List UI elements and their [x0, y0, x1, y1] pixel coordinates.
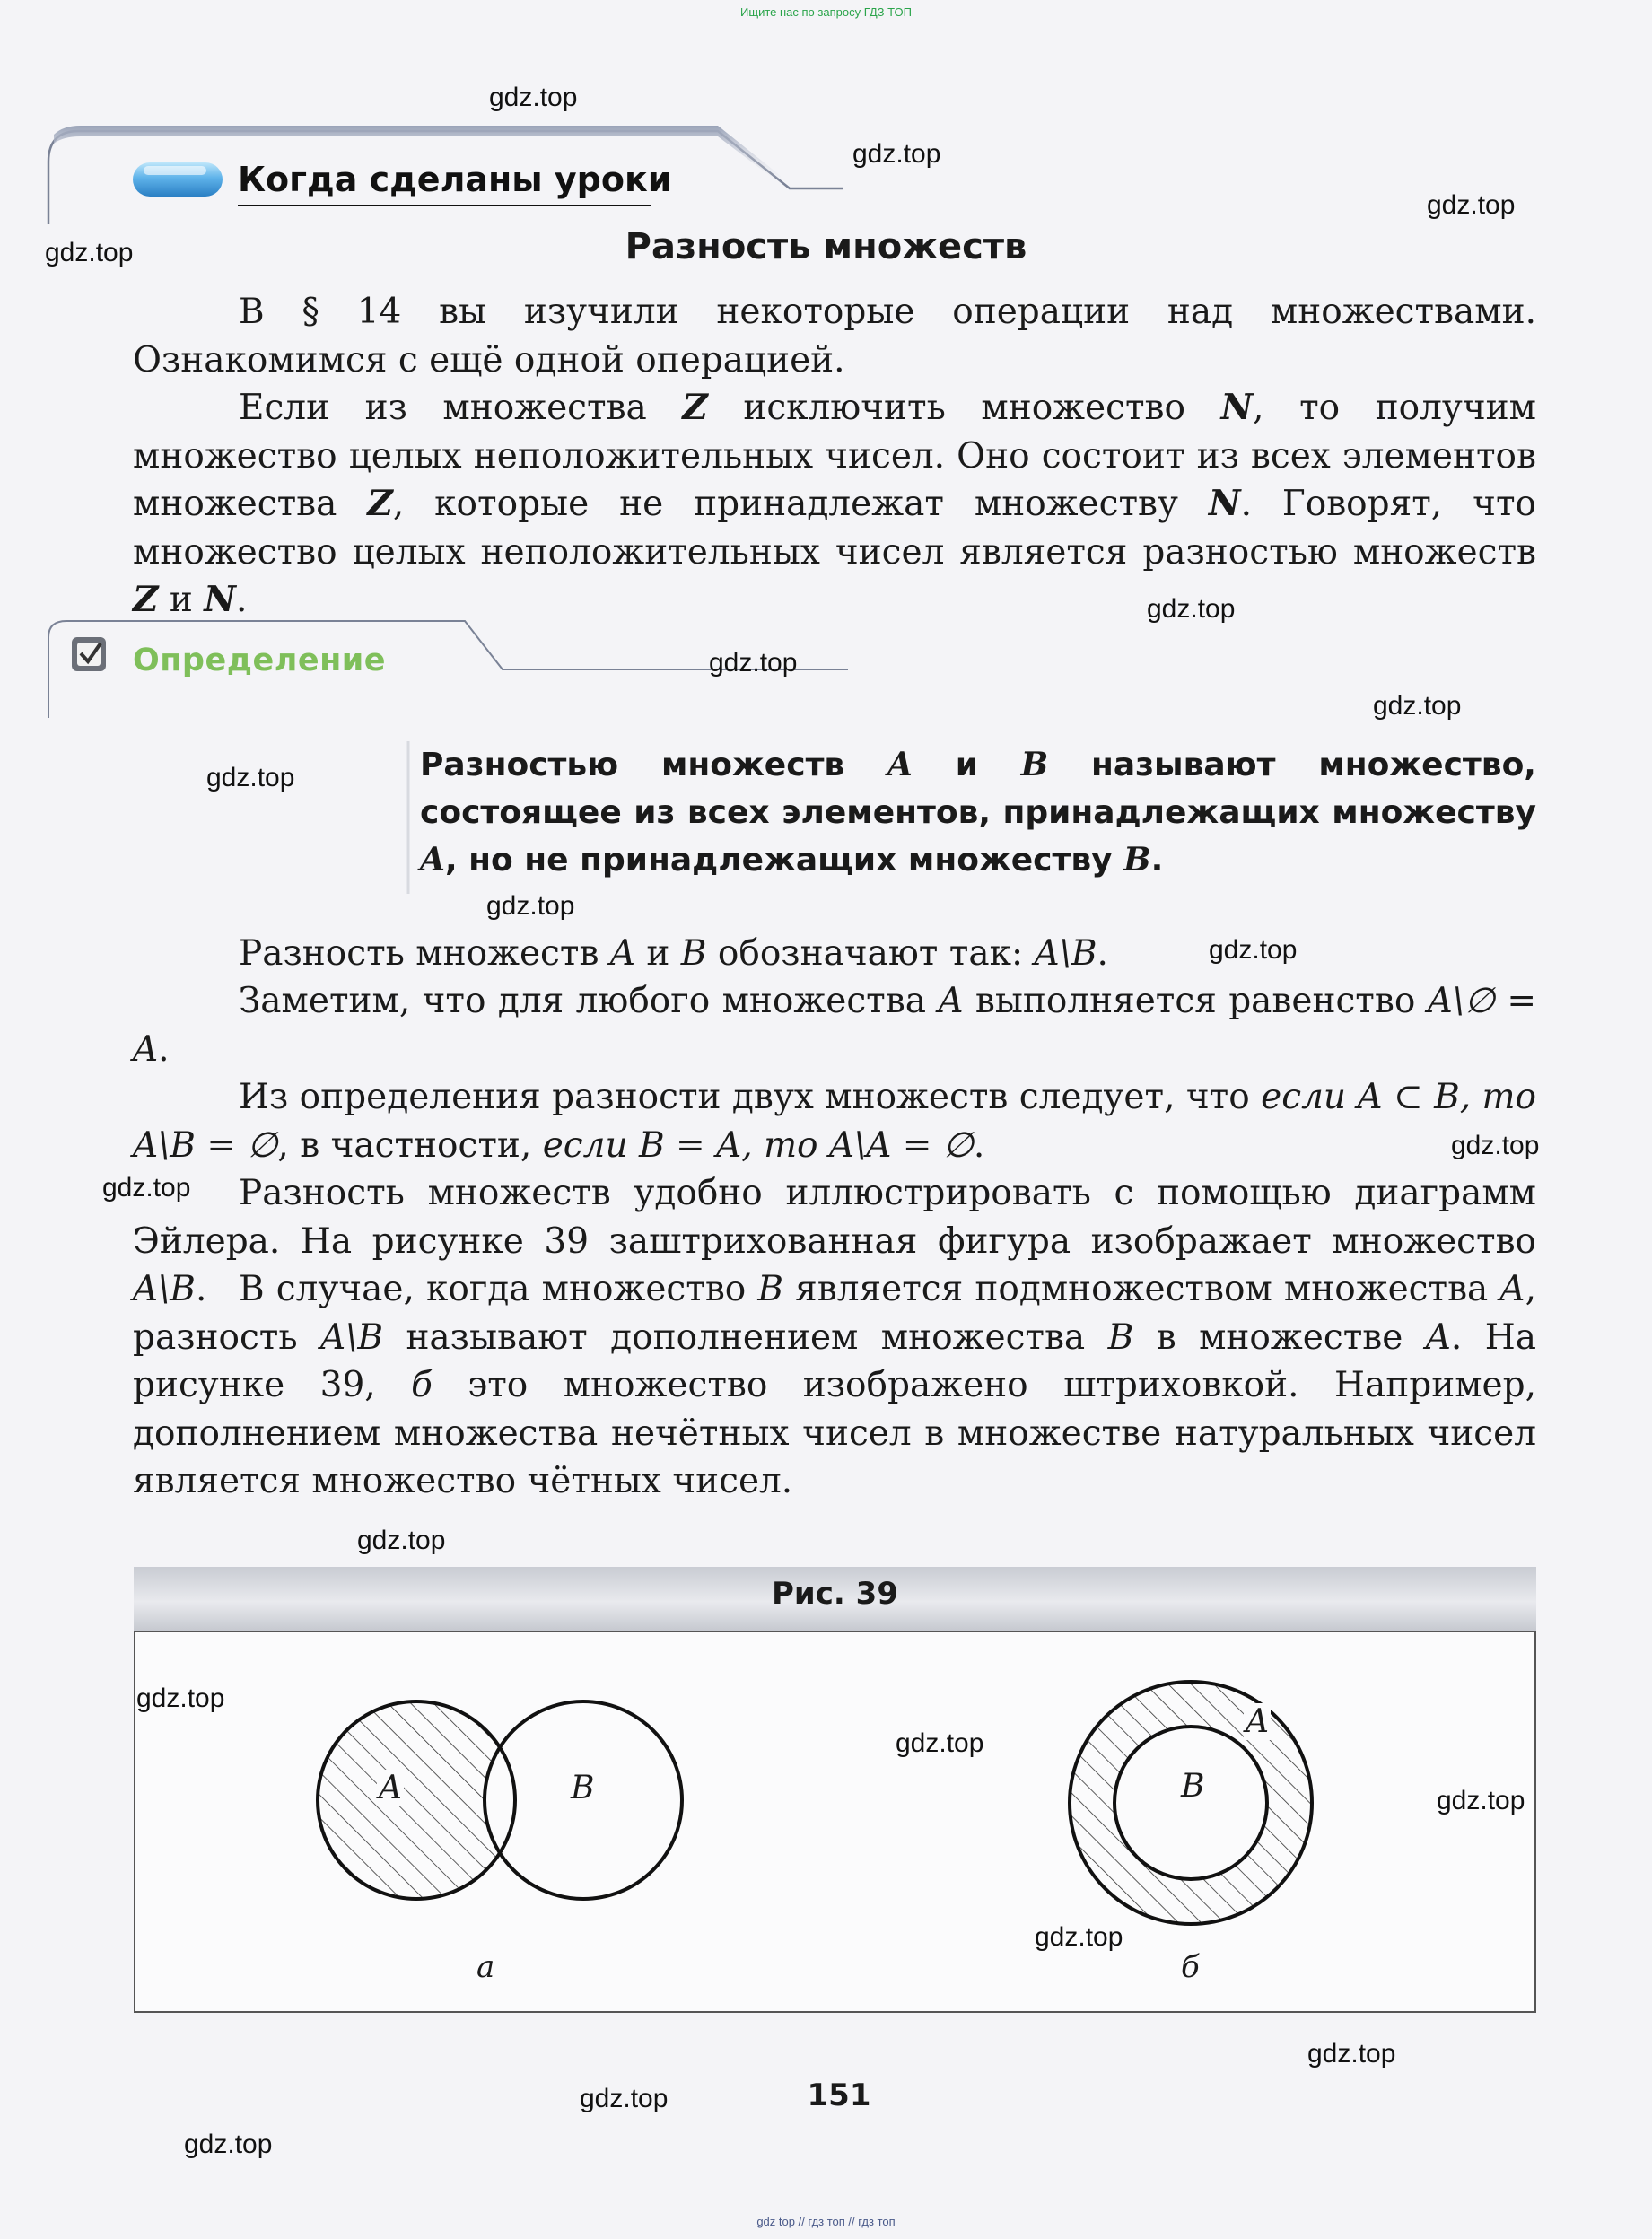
- diagram-a-caption: а: [476, 1949, 495, 1985]
- bottom-note: gdz top // гдз топ // гдз топ: [756, 2215, 896, 2228]
- watermark: gdz.top: [206, 763, 295, 792]
- watermark: gdz.top: [136, 1684, 225, 1713]
- watermark: gdz.top: [486, 891, 575, 921]
- watermark: gdz.top: [580, 2084, 669, 2113]
- watermark: gdz.top: [45, 238, 134, 267]
- watermark: gdz.top: [357, 1526, 446, 1555]
- diagram-a-label-A: A: [379, 1770, 402, 1806]
- diagram-b-label-A: A: [1246, 1703, 1269, 1740]
- watermark: gdz.top: [489, 83, 578, 112]
- watermark: gdz.top: [709, 648, 798, 678]
- watermark: gdz.top: [1427, 190, 1516, 220]
- section-title: Когда сделаны уроки: [238, 160, 672, 199]
- watermark: gdz.top: [1373, 691, 1462, 721]
- euler-diagrams: [134, 1632, 1536, 2009]
- watermark: gdz.top: [184, 2130, 273, 2159]
- watermark: gdz.top: [1147, 594, 1236, 624]
- diagram-a: [318, 1701, 682, 1899]
- page-number: 151: [807, 2077, 871, 2113]
- watermark: gdz.top: [102, 1173, 191, 1203]
- top-note: Ищите нас по запросу ГДЗ ТОП: [740, 5, 912, 19]
- definition-heading: Определение: [133, 643, 387, 678]
- paragraph-notation: Разность множеств A и B обозначают так: A\B.: [239, 933, 1108, 974]
- paragraph-intro: В § 14 вы изучили некоторые операции над множествами. Ознакомимся с ещё одной операцией.: [133, 292, 1536, 380]
- page-title: Разность множеств: [625, 226, 1027, 267]
- diagram-b-caption: б: [1181, 1949, 1200, 1985]
- watermark: gdz.top: [1307, 2039, 1396, 2068]
- paragraph-z-minus-n: Если из множества Z исключить множество N, то получим множество целых неположительных чисел. Оно состоит из всех элементов множества Z, которые не принадлежат множеству N. Говорят, что множество целых неположительных чисел является разностью множеств Z и N.: [133, 387, 1536, 620]
- paragraph-euler: Разность множеств удобно иллюстрировать с помощью диаграмм Эйлера. На рисунке 39 заштрихованная фигура изображает множество A\B.: [133, 1173, 1536, 1309]
- diagram-b-label-B: B: [1181, 1768, 1205, 1805]
- watermark: gdz.top: [1035, 1922, 1123, 1952]
- paragraph-complement: В случае, когда множество B является подмножеством множества A, разность A\B называют дополнением множества B в множестве A. На рисунке 39, б это множество изображено штриховкой. Например, дополнением множества нечётных чисел в множестве натуральных чисел является множество чётных чисел.: [133, 1269, 1537, 1501]
- watermark: gdz.top: [852, 139, 941, 169]
- paragraph-subset: Из определения разности двух множеств следует, что если A ⊂ B, то A\B = ∅, в частности, если B = A, то A\A = ∅.: [133, 1077, 1536, 1166]
- watermark: gdz.top: [1451, 1131, 1540, 1160]
- watermark: gdz.top: [1437, 1786, 1525, 1815]
- watermark: gdz.top: [1209, 935, 1298, 965]
- definition-text: Разностью множеств A и B называют множество, состоящее из всех элементов, принадлежащих множеству A, но не принадлежащих множеству B.: [420, 746, 1536, 879]
- diagram-a-label-B: B: [571, 1770, 595, 1806]
- paragraph-empty-set: Заметим, что для любого множества A выполняется равенство A\∅ = A.: [133, 981, 1536, 1070]
- watermark: gdz.top: [896, 1728, 984, 1758]
- figure-title: Рис. 39: [772, 1576, 898, 1612]
